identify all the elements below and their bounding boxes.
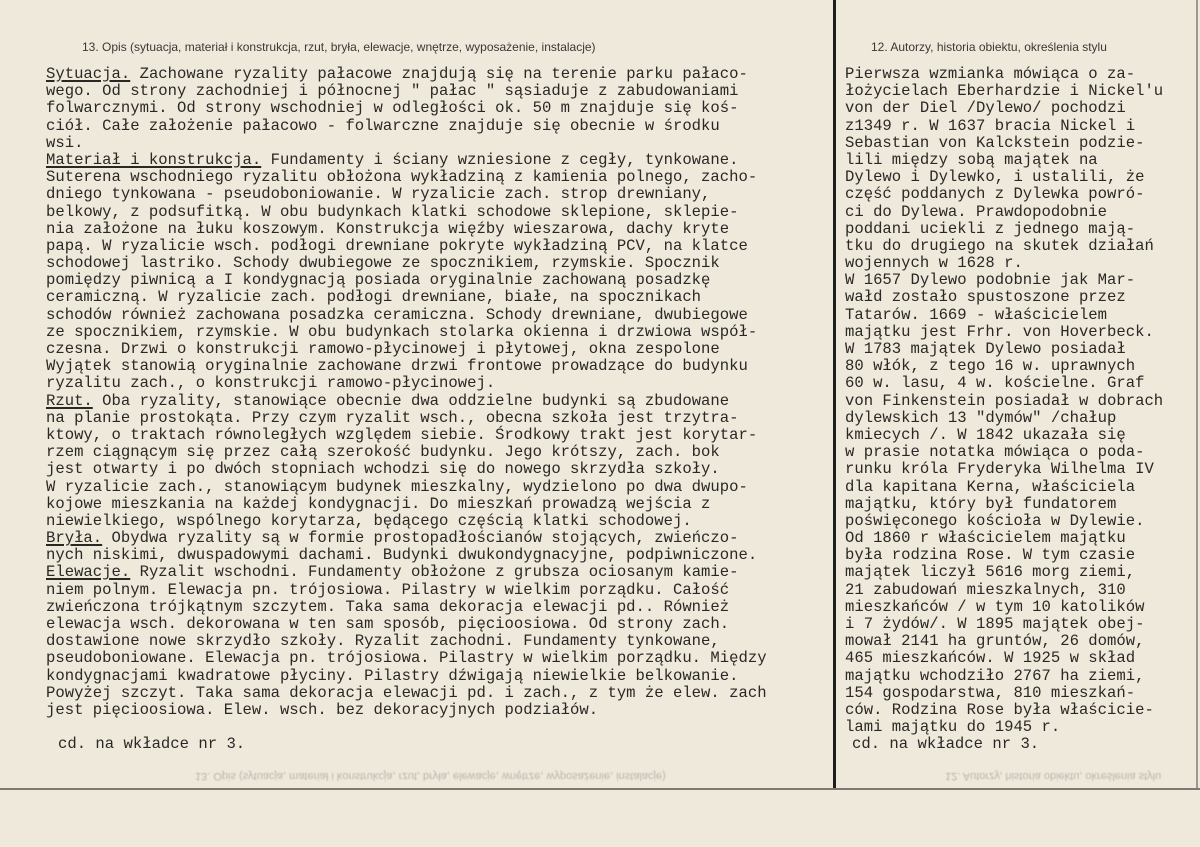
description-line bbox=[46, 530, 826, 547]
history-line: mieszkańców / w tym 10 katolików bbox=[845, 597, 1145, 616]
line-text: nych niskimi, dwuspadowymi dachami. Budynki dwukondygnacyjne, podpiwniczone. bbox=[46, 546, 758, 565]
description-line bbox=[46, 633, 826, 650]
line-text: ceramiczną. W ryzalicie zach. podłogi drewniane, białe, na spocznikach bbox=[46, 288, 702, 307]
section-heading: Bryła. bbox=[46, 529, 103, 548]
history-line: kmiecych /. W 1842 ukazała się bbox=[845, 425, 1126, 444]
history-line: ców. Rodzina Rose była właścicie- bbox=[845, 700, 1154, 719]
history-line: z1349 r. W 1637 bracia Nickel i bbox=[845, 116, 1136, 135]
history-line: i 7 żydów/. W 1895 majątek obej- bbox=[845, 615, 1145, 633]
description-line bbox=[46, 616, 826, 633]
description-line bbox=[46, 341, 826, 358]
history-line: majątku wchodziło 2767 ha ziemi, bbox=[845, 666, 1145, 685]
description-line bbox=[46, 444, 826, 461]
history-line: wojennych w 1628 r. bbox=[845, 254, 1023, 273]
line-text: czesna. Drzwi o konstrukcji ramowo-płycinowej i płytowej, okna zespolone bbox=[46, 340, 720, 358]
line-text: Powyżej szczyt. Taka sama dekoracja elewacji pd. i zach., z tym że elew. zach bbox=[46, 683, 767, 702]
line-text: pomiędzy piwnicą a I kondygnacją posiada oryginalnie zachowaną posadzkę bbox=[46, 271, 711, 290]
section-heading: Elewacje. bbox=[46, 563, 131, 582]
description-line bbox=[46, 289, 826, 306]
line-text: schodowej lastriko. Schody dwubiegowe ze spocznikiem, rzymskie. Spocznik bbox=[46, 254, 720, 273]
history-line: poddani uciekli z jednego mają- bbox=[845, 219, 1136, 238]
history-line: majątek liczył 5616 morg ziemi, bbox=[845, 563, 1136, 582]
history-line: była rodzina Rose. W tym czasie bbox=[845, 546, 1136, 565]
line-text: ciół. Całe założenie pałacowo - folwarczne znajduje się obecnie w środku bbox=[46, 116, 720, 135]
line-text: niewielkiego, wspólnego korytarza, będącego częścią klatki schodowej. bbox=[46, 511, 692, 530]
section-heading: Materiał i konstrukcja. bbox=[46, 150, 262, 169]
line-text: jest otwarty i po dwóch stopniach wchodzi się do nowego skrzydła szkoły. bbox=[46, 460, 720, 479]
history-line: lami majątku do 1945 r. bbox=[845, 718, 1061, 737]
line-text: papą. W ryzalicie wsch. podłogi drewniane pokryte wykładziną PCV, na klatce bbox=[46, 236, 748, 255]
description-line bbox=[46, 238, 826, 255]
history-line: Tatarów. 1669 - właścicielem bbox=[845, 305, 1108, 324]
line-text: Zachowane ryzality pałacowe znajdują się na terenie parku pałaco- bbox=[130, 65, 748, 83]
history-line: 60 w. lasu, 4 w. kościelne. Graf bbox=[845, 374, 1145, 393]
line-text: zwieńczona trójkątnym szczytem. Taka sama dekoracja elewacji pd.. Również bbox=[46, 597, 730, 616]
history-line: W 1657 Dylewo podobnie jak Mar- bbox=[845, 271, 1136, 290]
line-text: belkowy, z podsufitką. W obu budynkach klatki schodowe sklepione, sklepie- bbox=[46, 202, 739, 221]
bottom-divider bbox=[0, 788, 1200, 790]
description-line bbox=[46, 599, 826, 616]
description-line bbox=[46, 272, 826, 289]
line-text: Oba ryzality, stanowiące obecnie dwa oddzielne budynki są zbudowane bbox=[92, 391, 730, 410]
history-line: lili między sobą majątek na bbox=[845, 150, 1098, 169]
history-line: 21 zabudowań mieszkalnych, 310 bbox=[845, 580, 1126, 599]
line-text: wego. Od strony zachodniej i północnej " pałac " sąsiaduje z zabudowaniami bbox=[46, 82, 739, 101]
description-line bbox=[46, 410, 826, 427]
description-line bbox=[46, 186, 826, 203]
description-line bbox=[46, 547, 826, 564]
history-line: 465 mieszkańców. W 1925 w skład bbox=[845, 649, 1136, 668]
line-text: wsi. bbox=[46, 133, 84, 152]
description-line bbox=[46, 358, 826, 375]
description-line bbox=[46, 668, 826, 685]
description-line bbox=[46, 83, 826, 100]
header-description: 13. Opis (sytuacja, materiał i konstrukcja, rzut, bryła, elewacje, wnętrze, wyposażenie, instalacje) bbox=[82, 40, 596, 54]
line-text: pseudoboniowane. Elewacja pn. trójosiowa. Pilastry w wielkim porządku. Między bbox=[46, 649, 767, 668]
history-line: 154 gospodarstwa, 810 mieszkań- bbox=[845, 683, 1136, 702]
description-line bbox=[46, 461, 826, 478]
description-line bbox=[46, 702, 826, 719]
section-heading: Sytuacja. bbox=[46, 65, 131, 83]
description-line bbox=[46, 307, 826, 324]
line-text: na planie prostokąta. Przy czym ryzalit wsch., obecna szkoła jest trzytra- bbox=[46, 408, 739, 427]
history-line: Od 1860 r właścicielem majątku bbox=[845, 529, 1126, 548]
history-line: Dylewo i Dylewko, i ustalili, że bbox=[845, 168, 1145, 187]
description-line bbox=[46, 221, 826, 238]
history-line: majątku jest Frhr. von Hoverbeck. bbox=[845, 322, 1154, 341]
line-text: Wyjątek stanowią oryginalnie zachowane drzwi frontowe prowadzące do budynku bbox=[46, 357, 748, 376]
history-line: łożycielach Eberhardzie i Nickel'u bbox=[845, 82, 1164, 101]
line-text: Ryzalit wschodni. Fundamenty obłożone z grubsza ociosanym kamie- bbox=[130, 563, 739, 582]
history-line: Pierwsza wzmianka mówiąca o za- bbox=[845, 65, 1136, 83]
description-text bbox=[46, 66, 826, 719]
history-line: tku do drugiego na skutek działań bbox=[845, 236, 1154, 255]
line-text: ze spocznikiem, rzymskie. W obu budynkach stolarka okienna i drzwiowa współ- bbox=[46, 322, 758, 341]
history-line: dla kapitana Kerna, właściciela bbox=[845, 477, 1136, 496]
description-line bbox=[46, 152, 826, 169]
line-text: ktowy, o traktach równoległych względem siebie. Środkowy trakt jest korytar- bbox=[46, 425, 758, 444]
line-text: kojowe mieszkania na każdej kondygnacji. Do mieszkań prowadzą wejścia z bbox=[46, 494, 711, 513]
history-line: w prasie notatka mówiąca o poda- bbox=[845, 443, 1145, 462]
bleed-through-header-left: 13. Opis (sytuacja, materiał i konstrukcja, rzut, bryła, elewacje, wnętrze, wyposażenie, instalacje) bbox=[195, 770, 666, 782]
description-line bbox=[46, 650, 826, 667]
continued-note-left: cd. na wkładce nr 3. bbox=[58, 735, 246, 753]
description-line bbox=[46, 393, 826, 410]
line-text: dniego tynkowana - pseudoboniowanie. W ryzalicie zach. strop drewniany, bbox=[46, 185, 711, 204]
history-line: von Finkenstein posiadał w dobrach bbox=[845, 391, 1164, 410]
history-line: Sebastian von Kalckstein podzie- bbox=[845, 133, 1145, 152]
line-text: Suterena wschodniego ryzalitu obłożona wykładziną z kamienia polnego, zacho- bbox=[46, 168, 758, 187]
history-text bbox=[845, 66, 1195, 736]
line-text: folwarcznymi. Od strony wschodniej w odległości ok. 50 m znajduje się koś- bbox=[46, 99, 739, 118]
history-line: poświęconego kościoła w Dylewie. bbox=[845, 511, 1145, 530]
line-text: kondygnacjami kwadratowe płyciny. Pilastry dźwigają niewielkie belkowanie. bbox=[46, 666, 739, 685]
history-line: W 1783 majątek Dylewo posiadał bbox=[845, 340, 1126, 358]
history-line: 80 włók, z tego 16 w. uprawnych bbox=[845, 357, 1136, 376]
continued-note-right: cd. na wkładce nr 3. bbox=[852, 735, 1040, 753]
history-line: ci do Dylewa. Prawdopodobnie bbox=[845, 202, 1108, 221]
history-line: majątku, który był fundatorem bbox=[845, 494, 1117, 513]
history-line: wałd zostało spustoszone przez bbox=[845, 288, 1126, 307]
line-text: niem polnym. Elewacja pn. trójosiowa. Pilastry w wielkim porządku. Całość bbox=[46, 580, 730, 599]
history-line: dylewskich 13 "dymów" /chałup bbox=[845, 408, 1117, 427]
header-authors-history: 12. Autorzy, historia obiektu, określenia stylu bbox=[871, 40, 1107, 54]
history-line: von der Diel /Dylewo/ pochodzi bbox=[845, 99, 1126, 118]
description-line bbox=[46, 204, 826, 221]
bleed-through-header-right: 12. Autorzy, historia obiektu, określenia stylu bbox=[945, 770, 1162, 782]
line-text: schodów również zachowana posadzka ceramiczna. Schody drewniane, dwubiegowe bbox=[46, 305, 748, 324]
description-line bbox=[46, 118, 826, 135]
description-line bbox=[46, 564, 826, 581]
description-line bbox=[46, 169, 826, 186]
description-line bbox=[46, 100, 826, 117]
history-line: mował 2141 ha gruntów, 26 domów, bbox=[845, 632, 1145, 651]
history-line: runku króla Fryderyka Wilhelma IV bbox=[845, 460, 1154, 479]
description-line bbox=[46, 479, 826, 496]
line-text: jest pięcioosiowa. Elew. wsch. bez dekoracyjnych podziałów. bbox=[46, 700, 599, 719]
line-text: elewacja wsch. dekorowana w ten sam sposób, pięcioosiowa. Od strony zach. bbox=[46, 615, 730, 633]
line-text: ryzalitu zach., o konstrukcji ramowo-płycinowej. bbox=[46, 374, 496, 393]
description-line bbox=[46, 375, 826, 392]
description-line bbox=[46, 496, 826, 513]
column-divider bbox=[833, 0, 836, 788]
section-heading: Rzut. bbox=[46, 391, 93, 410]
description-line bbox=[46, 324, 826, 341]
description-line bbox=[46, 66, 826, 83]
line-text: Obydwa ryzality są w formie prostopadłościanów stojących, zwieńczo- bbox=[102, 529, 739, 548]
description-line bbox=[46, 685, 826, 702]
line-text: dostawione nowe skrzydło szkoły. Ryzalit zachodni. Fundamenty tynkowane, bbox=[46, 632, 720, 651]
description-line bbox=[46, 513, 826, 530]
history-line: część poddanych z Dylewka powró- bbox=[845, 185, 1145, 204]
right-border bbox=[1196, 0, 1198, 788]
description-line bbox=[46, 255, 826, 272]
description-line bbox=[46, 582, 826, 599]
line-text: rzem ciągnącym się przez całą szerokość budynku. Jego krótszy, zach. bok bbox=[46, 443, 720, 462]
line-text: Fundamenty i ściany wzniesione z cegły, tynkowane. bbox=[261, 150, 739, 169]
line-text: W ryzalicie zach., stanowiącym budynek mieszkalny, wydzielono po dwa dwupo- bbox=[46, 477, 748, 496]
description-line bbox=[46, 427, 826, 444]
line-text: nia założone na łuku koszowym. Konstrukcja więźby wieszarowa, dachy kryte bbox=[46, 219, 730, 238]
description-line bbox=[46, 135, 826, 152]
